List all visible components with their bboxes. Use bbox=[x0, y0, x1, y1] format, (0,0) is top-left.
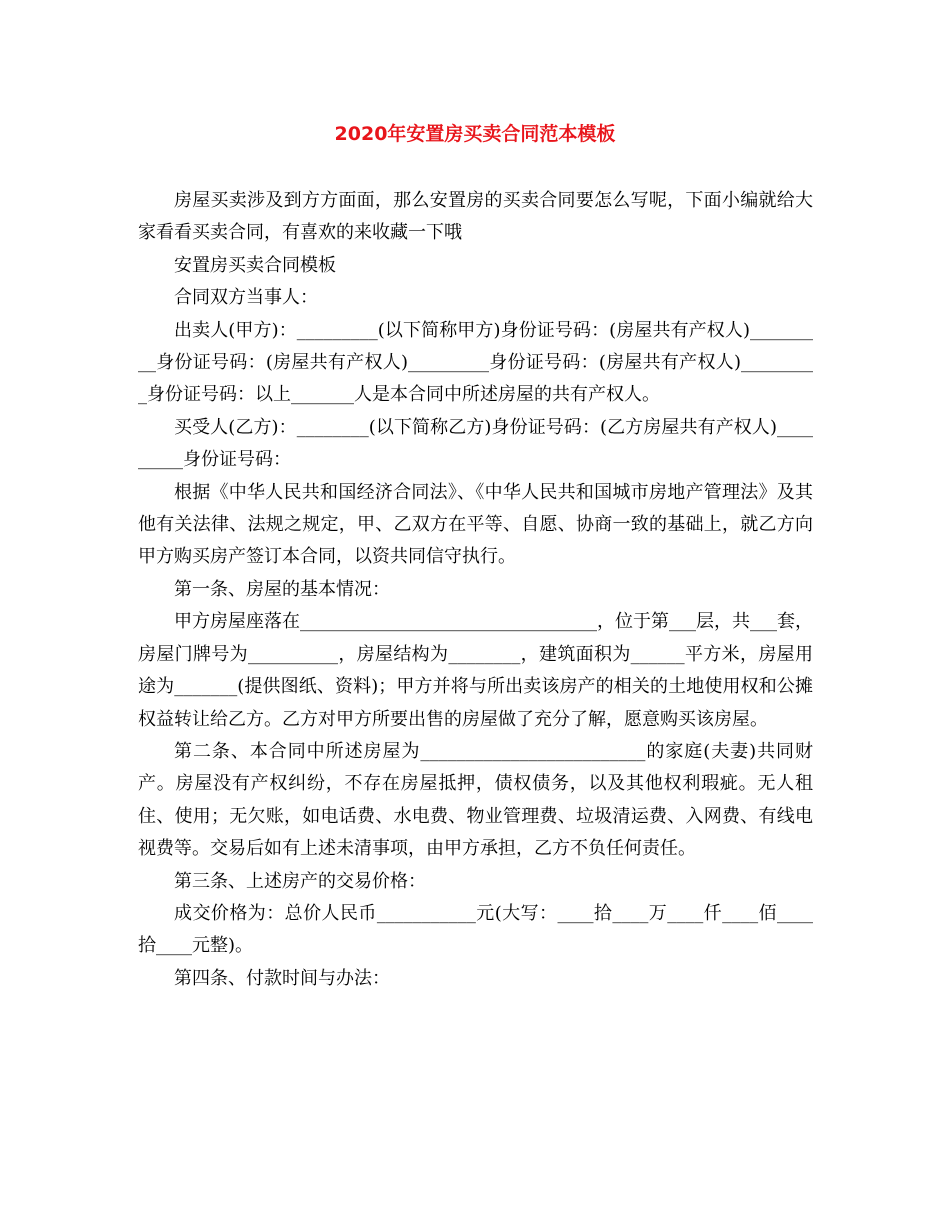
parties-heading: 合同双方当事人： bbox=[174, 287, 318, 309]
legal-basis-paragraph: 根据《中华人民共和国经济合同法》、《中华人民共和国城市房地产管理法》及其他有关法律、法规之规定，甲、乙双方在平等、自愿、协商一致的基础上，就乙方向甲方购买房产签订本合同，以资共同信守执行。 bbox=[138, 481, 813, 568]
document-body bbox=[138, 185, 813, 995]
article-3-heading: 第三条、上述房产的交易价格： bbox=[174, 870, 426, 892]
article-4-heading: 第四条、付款时间与办法： bbox=[174, 967, 390, 989]
intro-paragraph: 房屋买卖涉及到方方面面，那么安置房的买卖合同要怎么写呢，下面小编就给大家看看买卖合同，有喜欢的来收藏一下哦 bbox=[138, 190, 813, 244]
article-1-heading: 第一条、房屋的基本情况： bbox=[174, 578, 390, 600]
contract-heading: 安置房买卖合同模板 bbox=[174, 254, 336, 276]
seller-clause: 出卖人(甲方)：_________(以下简称甲方)身份证号码：(房屋共有产权人)_________身份证号码：(房屋共有产权人)_________身份证号码：(房屋共有产权人)_________身份证号码：以上_______人是本合同中所述房屋的共有产权人。 bbox=[138, 319, 813, 406]
article-3-body: 成交价格为：总价人民币___________元(大写：____拾____万____仟____佰____拾____元整)。 bbox=[138, 902, 813, 957]
buyer-clause: 买受人(乙方)：________(以下简称乙方)身份证号码：(乙方房屋共有产权人)_________身份证号码： bbox=[138, 416, 813, 471]
document-title: 2020年安置房买卖合同范本模板 bbox=[334, 123, 616, 145]
article-2-body: 第二条、本合同中所述房屋为_________________________的家庭(夫妻)共同财产。房屋没有产权纠纷，不存在房屋抵押，债权债务，以及其他权利瑕疵。无人租住、使用；无欠账，如电话费、水电费、物业管理费、垃圾清运费、入网费、有线电视费等。交易后如有上述未清事项，由甲方承担，乙方不负任何责任。 bbox=[138, 740, 813, 860]
article-1-body: 甲方房屋座落在_________________________________，位于第___层，共___套，房屋门牌号为__________，房屋结构为________，建筑面积为______平方米，房屋用途为_______(提供图纸、资料)；甲方并将与所出卖该房产的相关的土地使用权和公摊权益转让给乙方。乙方对甲方所要出售的房屋做了充分了解，愿意购买该房屋。 bbox=[138, 611, 813, 730]
